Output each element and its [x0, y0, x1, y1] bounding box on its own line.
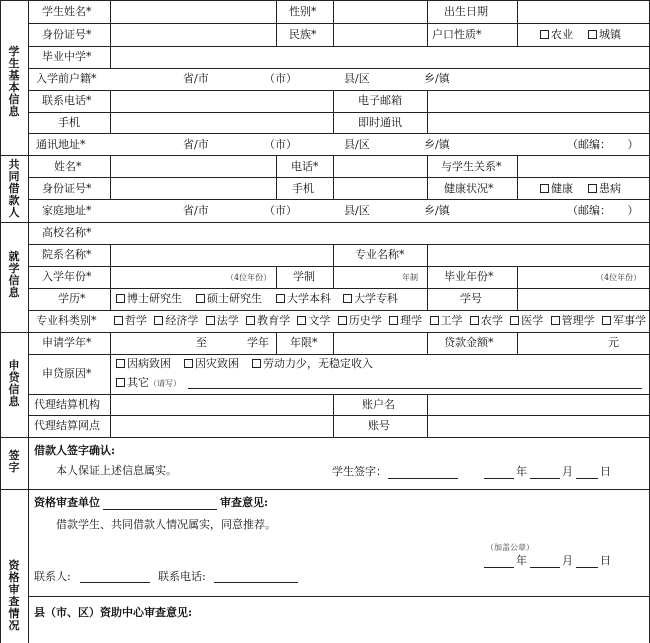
label-degree: 学历* — [58, 292, 86, 305]
label-email: 电子邮箱 — [358, 94, 402, 107]
section-school: 就 学 信 息 — [8, 250, 20, 299]
addr-prov: 省/市 — [183, 72, 209, 85]
label-origin: 入学前户籍* — [36, 72, 97, 85]
category-checkbox[interactable]: 管理学 — [551, 314, 595, 328]
label-phone: 联系电话* — [42, 94, 92, 107]
label-co-mobile: 手机 — [292, 182, 314, 195]
grad-hint: （4位年份） — [596, 273, 642, 282]
label-student-id: 学号 — [460, 292, 482, 305]
hukou-farm-checkbox[interactable]: 农业 — [540, 28, 573, 42]
section-co-borrower: 共 同 借 款 人 — [8, 158, 20, 219]
addr-city: （市） — [264, 138, 297, 151]
label-hukou: 户口性质* — [432, 28, 482, 41]
label-student-name: 学生姓名* — [42, 5, 92, 18]
section-student: 学 生 基 本 信 息 — [8, 45, 20, 118]
label-account-name: 账户名 — [362, 398, 395, 411]
label-entry-year: 入学年份* — [42, 270, 92, 283]
category-checkbox[interactable]: 理学 — [389, 314, 422, 328]
label-id: 身份证号* — [42, 28, 92, 41]
label-im: 即时通讯 — [358, 116, 402, 129]
category-checkbox[interactable]: 历史学 — [338, 314, 382, 328]
sign-confirm: 借款人签字确认: — [34, 444, 116, 457]
label-co-name: 姓名* — [54, 160, 82, 173]
year-label: 年 — [516, 465, 527, 478]
contact-label: 联系人: — [34, 570, 71, 583]
label-ethnic: 民族* — [289, 28, 317, 41]
label-system: 学制 — [293, 270, 315, 283]
category-checkbox[interactable]: 经济学 — [154, 314, 198, 328]
degree-checkbox[interactable]: 硕士研究生 — [196, 292, 262, 306]
student-sign-label: 学生签字： — [332, 465, 387, 478]
label-co-relation: 与学生关系* — [441, 160, 502, 173]
degree-checkbox[interactable]: 大学专科 — [343, 292, 398, 306]
schoolyear-text: 学年 — [247, 336, 269, 349]
month-label: 月 — [562, 465, 573, 478]
category-options — [114, 314, 646, 328]
day-label: 日 — [600, 554, 611, 567]
label-reason: 申贷原因* — [42, 367, 92, 380]
day-label: 日 — [600, 465, 611, 478]
addr-county: 县/区 — [344, 72, 370, 85]
label-agency: 代理结算机构 — [34, 398, 100, 411]
ill-checkbox[interactable]: 患病 — [588, 182, 621, 196]
years-suffix: 年制 — [402, 273, 418, 282]
label-major: 专业名称* — [355, 248, 405, 261]
category-checkbox[interactable]: 教育学 — [246, 314, 290, 328]
addr-city: （市） — [264, 72, 297, 85]
degree-checkbox[interactable]: 博士研究生 — [116, 292, 182, 306]
label-college: 高校名称* — [42, 226, 92, 239]
reason-checkbox[interactable]: 劳动力少，无稳定收入 — [252, 357, 373, 371]
addr-prov: 省/市 — [183, 204, 209, 217]
addr-town: 乡/镇 — [424, 204, 450, 217]
year-label: 年 — [516, 554, 527, 567]
label-account-no: 账号 — [368, 419, 390, 432]
review-unit: 资格审查单位 — [34, 496, 100, 509]
reason-checkbox[interactable]: 因灾致困 — [184, 357, 239, 371]
section-sign: 签 字 — [8, 449, 20, 474]
label-branch: 代理结算网点 — [34, 419, 100, 432]
review-opinion: 审查意见: — [220, 496, 269, 509]
label-mobile: 手机 — [58, 116, 80, 129]
category-checkbox[interactable]: 医学 — [510, 314, 543, 328]
review-text: 借款学生、共同借款人情况属实，同意推荐。 — [56, 518, 276, 531]
seal-hint: （加盖公章） — [486, 543, 534, 552]
month-label: 月 — [562, 554, 573, 567]
addr-county: 县/区 — [344, 138, 370, 151]
reason-checkbox[interactable]: 因病致困 — [116, 357, 171, 371]
label-loan-year: 申请学年* — [42, 336, 92, 349]
addr-town: 乡/镇 — [424, 138, 450, 151]
category-checkbox[interactable]: 文学 — [297, 314, 330, 328]
hukou-town-checkbox[interactable]: 城镇 — [588, 28, 621, 42]
label-grad-year: 毕业年份* — [444, 270, 494, 283]
label-term: 年限* — [290, 336, 318, 349]
label-dept: 院系名称* — [42, 248, 92, 261]
category-checkbox[interactable]: 法学 — [206, 314, 239, 328]
sign-guarantee: 本人保证上述信息属实。 — [56, 464, 177, 477]
category-checkbox[interactable]: 哲学 — [114, 314, 147, 328]
addr-city: （市） — [264, 204, 297, 217]
degree-checkbox[interactable]: 大学本科 — [276, 292, 331, 306]
addr-county: 县/区 — [344, 204, 370, 217]
category-checkbox[interactable]: 农学 — [470, 314, 503, 328]
label-birth: 出生日期 — [444, 5, 488, 18]
entry-hint: （4位年份） — [226, 273, 272, 282]
co-postcode: （邮编： ） — [567, 204, 639, 217]
health-checkbox[interactable]: 健康 — [540, 182, 573, 196]
reason-other-checkbox[interactable]: 其它（请写） — [116, 376, 181, 391]
label-amount: 贷款金额* — [444, 336, 494, 349]
label-co-address: 家庭地址* — [42, 204, 92, 217]
county-center-opinion: 县（市、区）资助中心审查意见: — [34, 606, 193, 619]
label-co-id: 身份证号* — [42, 182, 92, 195]
label-address: 通讯地址* — [36, 138, 86, 151]
category-checkbox[interactable]: 军事学 — [602, 314, 646, 328]
label-category: 专业科类别* — [36, 314, 97, 327]
label-gender: 性别* — [289, 5, 317, 18]
category-checkbox[interactable]: 工学 — [430, 314, 463, 328]
label-middle-school: 毕业中学* — [42, 50, 92, 63]
addr-prov: 省/市 — [183, 138, 209, 151]
section-review: 资 格 审 查 情 况 — [8, 559, 20, 632]
yuan-text: 元 — [608, 336, 619, 349]
contact-tel-label: 联系电话: — [158, 570, 206, 583]
section-loan: 申 贷 信 息 — [8, 359, 20, 408]
addr-town: 乡/镇 — [424, 72, 450, 85]
label-co-tel: 电话* — [291, 160, 319, 173]
postcode: （邮编： ） — [567, 138, 639, 151]
label-co-health: 健康状况* — [444, 182, 494, 195]
to-text: 至 — [196, 336, 207, 349]
